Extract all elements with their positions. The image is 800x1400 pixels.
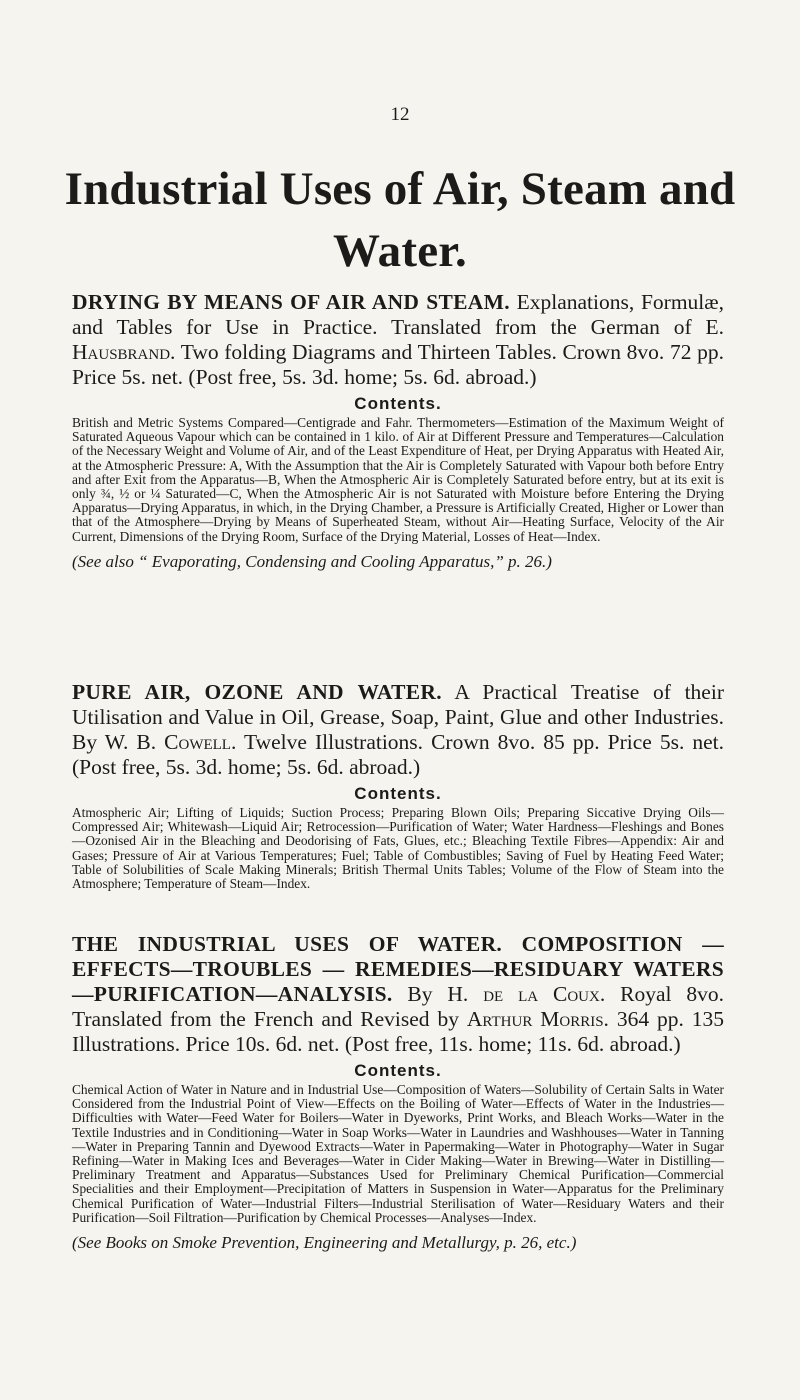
entry-title: PURE AIR, OZONE AND WATER.: [72, 680, 442, 704]
contents-text: Atmospheric Air; Lifting of Liquids; Suction Process; Preparing Blown Oils; Preparing Siccative Drying Oils—Compressed Air; Whitewash—Liquid Air; Retrocession—Purification of Water; Water Hardness—Fleshings and Bones—Ozonised Air in the Bleaching and Deodorising of Fats, Glues, etc.; Bleaching Textile Fibres—Appendix: Air and Gases; Pressure of Air at Various Temperatures; Fuel; Table of Combustibles; Saving of Fuel by Heating Feed Water; Table of Solubilities of Scale Making Minerals; British Thermal Units Tables; Volume of the Flow of Steam into the Atmosphere; Temperature of Steam—Index.: [72, 805, 724, 892]
contents-label: Contents.: [354, 394, 442, 413]
entry-description-translation: Royal 8vo. Translated from the French and Revised by: [72, 982, 725, 1031]
book-entry-industrial-water: [72, 932, 724, 1253]
entry-details: 364 pp. 135 Illustrations. Price 10s. 6d. net. (Post free, 11s. home; 11s. 6d. abroad.): [72, 1007, 725, 1056]
entry-author: Hausbrand.: [72, 340, 176, 364]
entry-description: Explanations, Formulæ, and Tables for Use in Practice. Translated from the German of E.: [72, 290, 724, 339]
entry-reviser: Arthur Morris.: [466, 1007, 609, 1031]
see-also-page: p. 26, etc.): [499, 1233, 577, 1253]
see-also-text: (See Books on Smoke Prevention, Engineering and Metallurgy,: [72, 1233, 500, 1253]
entry-heading: [72, 932, 724, 1057]
entry-description: By: [407, 982, 433, 1006]
book-entry-pure-air: [72, 680, 724, 891]
see-also-text: (See also “ Evaporating, Condensing and Cooling Apparatus,”: [72, 551, 504, 571]
contents-label: Contents.: [354, 1061, 442, 1080]
entry-title: DRYING BY MEANS OF AIR AND STEAM.: [72, 290, 510, 314]
entry-author: Cowell.: [164, 730, 237, 754]
book-entry-drying: [72, 290, 724, 572]
entry-heading: [72, 680, 724, 780]
see-also-note: [72, 552, 724, 572]
entry-details: Two folding Diagrams and Thirteen Tables. Crown 8vo. 72 pp. Price 5s. net. (Post free, 5s. 3d. home; 5s. 6d. abroad.): [72, 340, 724, 389]
page-number: 12: [390, 104, 410, 125]
see-also-page: p. 26.): [503, 551, 552, 571]
entry-title: THE INDUSTRIAL USES OF WATER. COMPOSITION — EFFECTS—TROUBLES — REMEDIES—RESIDUARY WATERS—PURIFICATION—ANALYSIS.: [72, 932, 724, 1006]
entry-author: H. de la Coux.: [447, 982, 606, 1006]
contents-text: Chemical Action of Water in Nature and in Industrial Use—Composition of Waters—Solubility of Certain Salts in Water Considered from the Industrial Point of View—Effects on the Boiling of Water—Effects of Water in the Industries—Difficulties with Water—Feed Water for Boilers—Water in Dyeworks, Print Works, and Bleach Works—Water in the Textile Industries and in Conditioning—Water in Soap Works—Water in Laundries and Washhouses—Water in Tanning—Water in Preparing Tannin and Dyewood Extracts—Water in Papermaking—Water in Photography—Water in Sugar Refining—Water in Making Ices and Beverages—Water in Cider Making—Water in Brewing—Water in Distilling—Preliminary Treatment and Apparatus—Substances Used for Preliminary Chemical Purification—Commercial Specialities and their Employment—Precipitation of Matters in Suspension in Water—Apparatus for the Preliminary Chemical Purification of Water—Industrial Filters—Industrial Sterilisation of Water—Residuary Waters and their Purification—Soil Filtration—Purification by Chemical Processes—Analyses—Index.: [72, 1082, 724, 1225]
page-title: Industrial Uses of Air, Steam and Water.: [64, 163, 736, 277]
see-also-note: [72, 1233, 724, 1253]
contents-label: Contents.: [354, 784, 442, 803]
entry-heading: [72, 290, 724, 390]
entry-description: A Practical Treatise of their Utilisation and Value in Oil, Grease, Soap, Paint, Glue and other Industries. By W. B.: [72, 680, 724, 754]
contents-text: British and Metric Systems Compared—Centigrade and Fahr. Thermometers—Estimation of the Maximum Weight of Saturated Aqueous Vapour which can be contained in 1 kilo. of Air at Different Pressure and Temperatures—Calculation of the Necessary Weight and Volume of Air, and of the Least Expenditure of Heat, per Drying Apparatus with Heated Air, at the Atmospheric Pressure: A, With the Assumption that the Air is Completely Saturated with Vapour both before Entry and after Exit from the Apparatus—B, When the Atmospheric Air is Completely Saturated before entry, but at its exit is only ¾, ½ or ¼ Saturated—C, When the Atmospheric Air is not Saturated with Moisture before Entering the Drying Apparatus—Drying Apparatus, in which, in the Drying Chamber, a Pressure is Artificially Created, Higher or Lower than that of the Atmosphere—Drying by Means of Superheated Steam, without Air—Heating Surface, Velocity of the Air Current, Dimensions of the Drying Room, Surface of the Drying Material, Losses of Heat—Index.: [72, 415, 724, 544]
entry-details: Twelve Illustrations. Crown 8vo. 85 pp. Price 5s. net. (Post free, 5s. 3d. home; 5s. 6d. abroad.): [72, 730, 724, 779]
